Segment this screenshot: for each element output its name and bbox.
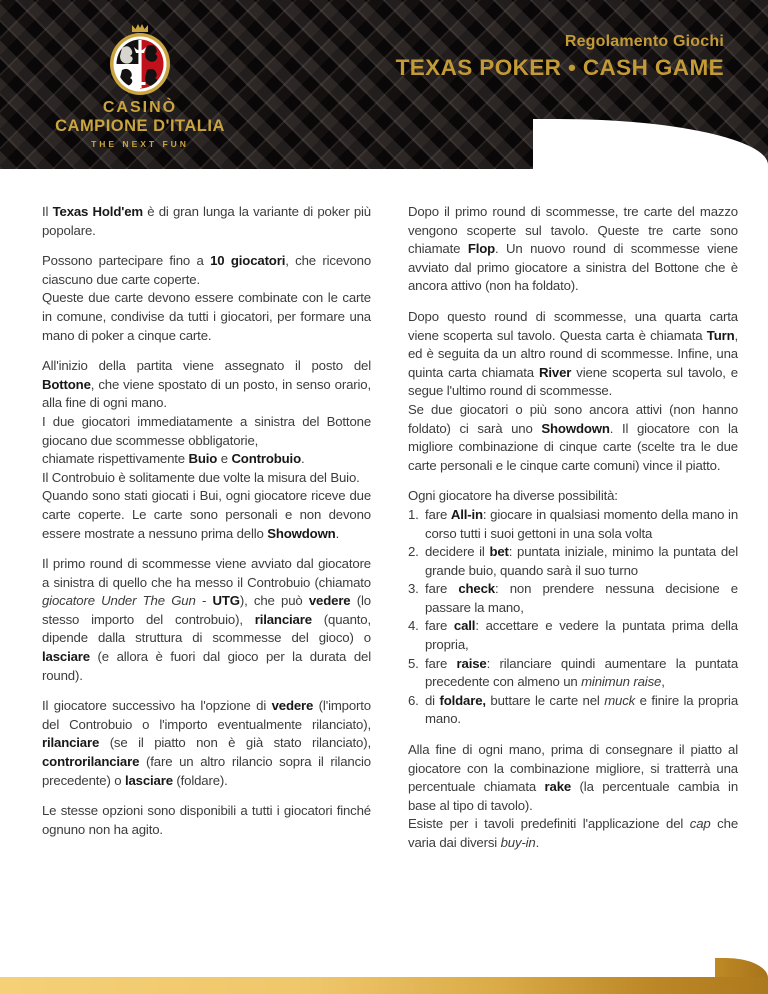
bold-term: Texas Hold'em [52, 204, 143, 219]
text-run: , ed è seguita da un altro round di scommesse. Infine, una quinta carta chiamata [408, 327, 738, 380]
text-run: (l'importo del Controbuio o l'importo eventualmente rilanciato), [42, 698, 371, 732]
text-run: Queste due carte devono essere combinate con le carte in comune, condivise da tutti i giocatori, per formare una mano di poker a cinque carte. [42, 290, 371, 343]
text-run: fare [425, 581, 459, 597]
player-options-list [408, 506, 738, 729]
list-item-number: 4. [408, 618, 419, 634]
paragraph-group [42, 697, 371, 790]
bold-term: rake [544, 779, 572, 795]
paragraph-group [42, 252, 371, 345]
text-run: Esiste per i tavoli predefiniti l'applicazione del [408, 816, 690, 832]
text-run: . [335, 525, 340, 541]
paragraph-group [42, 802, 371, 839]
text-run: fare [425, 618, 454, 634]
list-item-text [425, 580, 738, 617]
bold-term: vedere [308, 593, 351, 609]
text-run: Dopo il primo round di scommesse, tre carte del mazzo vengono scoperte sul tavolo. Queste tre carte sono chiamate [408, 204, 738, 257]
list-item [408, 506, 738, 543]
paragraph [408, 308, 738, 401]
text-run: Ogni giocatore ha diverse possibilità: [408, 488, 618, 504]
header-titles [396, 33, 724, 81]
casino-logo [0, 22, 280, 148]
page-title: TEXAS POKER • CASH GAME [395, 55, 724, 80]
text-run: Il giocatore successivo ha l'opzione di [42, 698, 272, 714]
list-item [408, 617, 738, 654]
bold-term: lasciare [42, 649, 90, 665]
bold-term: rilanciare [254, 611, 312, 627]
text-run: (se il piatto non è già stato rilanciato), [99, 735, 371, 751]
bold-term: raise [456, 655, 487, 671]
bold-term: Buio [188, 451, 218, 467]
logo-casino-wordmark: CASINÒ [102, 99, 178, 116]
paragraph [42, 203, 371, 240]
text-run: , che ricevono ciascuno due carte coperte. [42, 253, 372, 287]
text-run: Dopo questo round di scommesse, una quarta carta viene scoperta sul tavolo. Questa carta è chiamata [408, 308, 738, 343]
bold-term: 10 giocatori [210, 253, 286, 269]
list-item-text [425, 655, 738, 692]
italic-term: cap [689, 816, 711, 832]
paragraph [408, 203, 738, 296]
text-run: chiamate rispettivamente [42, 451, 189, 467]
bold-term: Flop [467, 241, 496, 257]
list-item-text [425, 543, 738, 580]
text-run: viene scoperta sul tavolo, e segue l'ultimo round di scommesse. [408, 364, 738, 399]
text-run: e finire la propria mano. [425, 692, 738, 727]
list-item-number: 3. [408, 581, 419, 597]
list-item [408, 692, 738, 729]
paragraph-group [408, 203, 738, 296]
text-run: Alla fine di ogni mano, prima di consegnare il piatto al giocatore con la combinazione migliore, si tratterrà una percentuale chiamata [408, 742, 738, 795]
list-item [408, 580, 738, 617]
casino-crest-icon [109, 22, 171, 96]
text-run: decidere il [425, 544, 490, 560]
list-item-number: 1. [408, 506, 419, 522]
text-run: : puntata iniziale, minimo la puntata del grande buio, quando sarà il suo turno [425, 544, 738, 578]
text-run: : non prendere nessuna decisione e passare la mano, [425, 581, 738, 615]
italic-term: muck [604, 692, 636, 708]
bold-term: lasciare [124, 772, 173, 788]
logo-campione-wordmark: CAMPIONE D'ITALIA [55, 117, 225, 135]
bold-term: Bottone [42, 376, 91, 392]
paragraph-group [42, 357, 371, 543]
text-run: I due giocatori immediatamente a sinistra del Bottone giocano due scommesse obbligatorie, [42, 413, 371, 448]
list-item [408, 543, 738, 580]
paragraph [408, 815, 738, 852]
text-run: (foldare). [172, 772, 228, 788]
text-run: Le stesse opzioni sono disponibili a tutti i giocatori finché ognuno non ha agito. [42, 803, 371, 837]
text-run: che varia dai diversi [408, 816, 738, 850]
text-run: (fare un altro rilancio sopra il rilancio precedente) o [42, 754, 371, 788]
bold-term: Showdown [267, 525, 336, 541]
text-run: , che viene spostato di un posto, in senso orario, alla fine di ogni mano. [42, 376, 371, 411]
bold-term: foldare, [439, 692, 486, 708]
list-item-text [425, 617, 738, 654]
text-run: di [425, 692, 440, 708]
text-run: fare [425, 655, 457, 671]
paragraph [42, 357, 371, 413]
text-run: Se due giocatori o più sono ancora attivi (non hanno foldato) ci sarà uno [408, 401, 738, 436]
text-run: Il [42, 204, 53, 219]
text-run: : giocare in qualsiasi momento della mano in corso tutti i suoi gettoni in una sola volta [425, 506, 738, 541]
bold-term: bet [489, 544, 509, 560]
paragraph [42, 289, 371, 345]
rules-content [0, 169, 768, 865]
italic-term: giocatore Under The Gun [42, 593, 196, 609]
bold-term: check [458, 581, 495, 597]
paragraph [42, 487, 371, 543]
paragraph [408, 487, 738, 506]
header-curve-cutout [533, 119, 768, 169]
paragraph [42, 413, 371, 450]
paragraph [42, 555, 371, 685]
paragraph [42, 450, 371, 469]
paragraph [42, 697, 371, 790]
text-run: - [195, 593, 213, 609]
text-run: e [217, 451, 232, 467]
list-item-number: 6. [408, 692, 419, 708]
bold-term: River [539, 364, 572, 380]
paragraph [42, 252, 371, 289]
text-run: , [661, 674, 665, 690]
text-run: Il primo round di scommesse viene avviato dal giocatore a sinistra di quello che ha messo il Controbuio (chiamato [42, 556, 371, 590]
column-right [408, 203, 738, 865]
bold-term: Controbuio [231, 451, 301, 467]
text-run: Possono partecipare fino a [42, 253, 211, 269]
paragraph [42, 802, 371, 839]
text-run: è di gran lunga la variante di poker più popolare. [42, 204, 371, 238]
italic-term: minimun raise [581, 674, 662, 690]
bold-term: controrilanciare [42, 754, 140, 770]
list-item-text [425, 692, 738, 729]
paragraph [408, 401, 738, 475]
text-run: ), che può [239, 593, 309, 609]
logo-tagline: THE NEXT FUN [91, 138, 189, 149]
text-run: fare [425, 506, 451, 522]
text-run: . Un nuovo round di scommesse viene avviato dal primo giocatore a sinistra del Bottone che è ancora attivo (non ha foldato). [408, 241, 738, 294]
paragraph-group [408, 741, 738, 853]
footer-gold-bar [0, 977, 768, 994]
text-run: . Il giocatore con la migliore combinazione di cinque carte (scelte tra le due carte personali e le cinque carte comuni) vince il piatto. [408, 420, 738, 473]
bold-term: UTG [212, 593, 240, 609]
paragraph-group [42, 203, 371, 240]
column-left [42, 203, 371, 865]
bold-term: Showdown [541, 420, 610, 436]
bold-term: vedere [271, 698, 314, 714]
bold-term: call [453, 618, 476, 634]
bold-term: All-in [450, 506, 483, 522]
text-run: All'inizio della partita viene assegnato il posto del [42, 358, 371, 374]
text-run: buttare le carte nel [485, 692, 605, 708]
list-item [408, 655, 738, 692]
bold-term: Turn [706, 327, 735, 343]
text-run: : rilanciare quindi aumentare la puntata precedente con almeno un [425, 655, 739, 690]
paragraph [42, 469, 371, 488]
bold-term: rilanciare [42, 735, 100, 751]
text-run: Il Controbuio è solitamente due volte la misura del Buio. [42, 469, 360, 485]
text-run: Quando sono stati giocati i Bui, ogni giocatore riceve due carte coperte. Le carte sono personali e non devono essere mostrate a nessuno prima dello [42, 488, 371, 541]
italic-term: buy-in [500, 835, 536, 850]
text-run: : accettare e vedere la puntata prima della propria, [425, 618, 738, 653]
footer-gold-bump [715, 958, 768, 978]
text-run: (lo stesso importo del controbuio), [42, 593, 371, 627]
text-run: (la percentuale cambia in base al tipo di tavolo). [408, 779, 739, 813]
text-run: (quanto, dipende dalla struttura di scommesse del gioco) o [42, 611, 371, 646]
text-run: . [300, 451, 305, 467]
paragraph-group [408, 308, 738, 475]
list-item-number: 5. [408, 655, 419, 671]
header-subtitle: Regolamento Giochi [564, 33, 724, 50]
text-run: . [535, 835, 540, 850]
list-item-number: 2. [408, 544, 419, 560]
header-banner [0, 0, 768, 169]
text-run: (e allora è fuori dal gioco per la durata del round). [42, 649, 371, 683]
crown-icon [132, 24, 148, 32]
list-item-text [425, 506, 738, 543]
paragraph-group [408, 487, 738, 729]
paragraph-group [42, 555, 371, 685]
paragraph [408, 741, 738, 815]
